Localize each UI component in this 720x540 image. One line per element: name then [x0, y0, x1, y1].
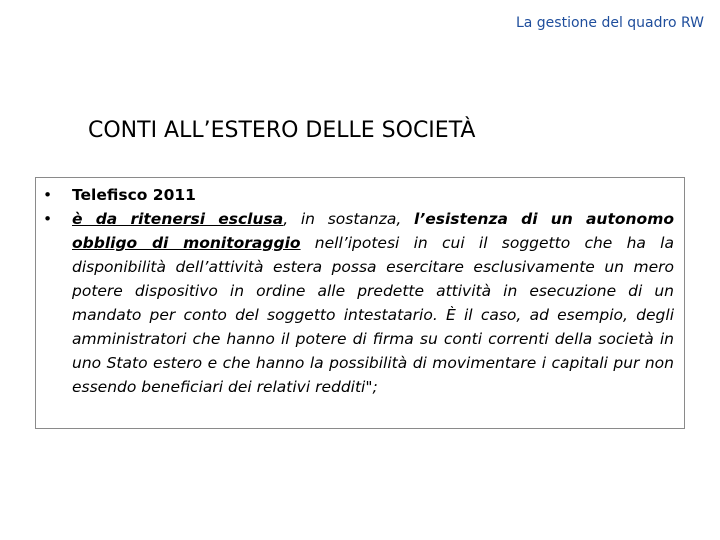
header-title: La gestione del quadro RW [515, 15, 704, 31]
bullet-item-telefisco [36, 183, 674, 207]
text-ipotesi: nell’ipotesi in cui il soggetto che ha la disponibilità dell’attività estera possa esercitare esclusivamente un mero potere dispositivo in ordine alle predette attività in esecuzione di un mandato per conto del soggetto intestatario. È il caso, ad esempio, degli amministratori che hanno il potere di firma su conti correnti della società in uno Stato estero e che hanno la possibilità di movimentare i capitali pur non essendo beneficiari dei relativi redditi"; [72, 234, 674, 396]
bullet-item-obbligo [36, 207, 674, 399]
bullet-marker: • [43, 186, 53, 204]
bullet-list [36, 183, 674, 399]
slide-title: CONTI ALL’ESTERO DELLE SOCIETÀ [88, 118, 476, 143]
content-box [35, 177, 685, 429]
bullet-text: Telefisco 2011 [72, 186, 196, 204]
text-esistenza: l’esistenza di un autonomo [414, 210, 675, 228]
text-esclusa: è da ritenersi esclusa [72, 210, 284, 228]
text-sostanza: , in sostanza, [283, 210, 415, 228]
bullet-marker: • [43, 210, 53, 228]
text-obbligo: obbligo di monitoraggio [72, 234, 301, 252]
